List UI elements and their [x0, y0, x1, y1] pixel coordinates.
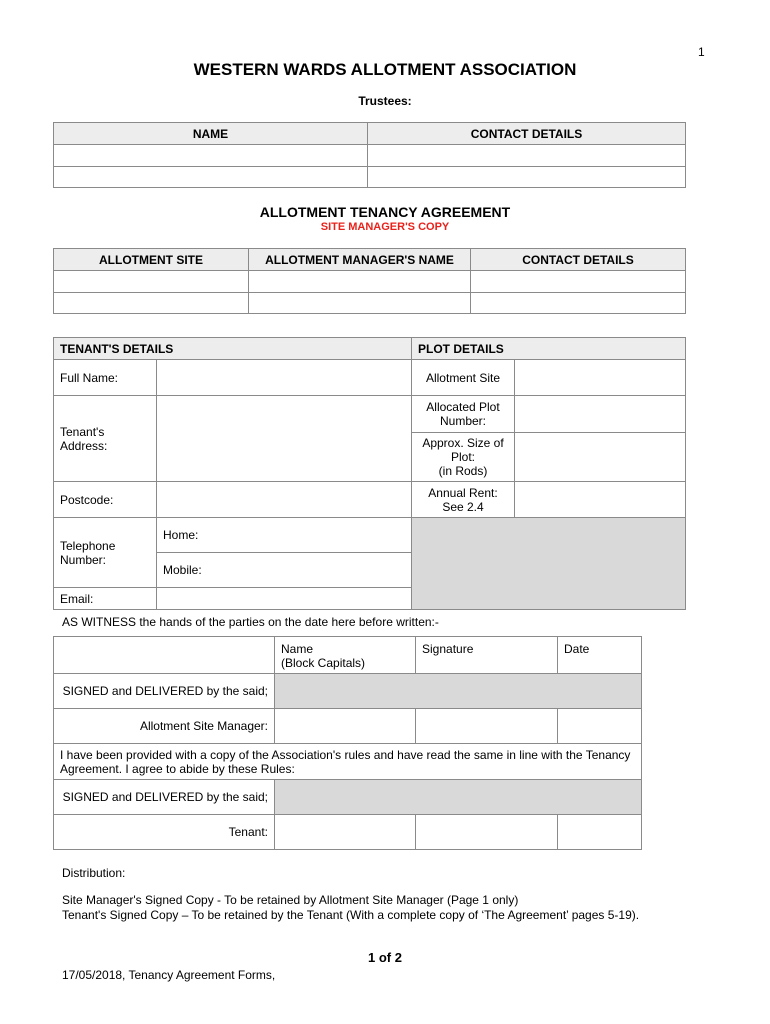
home-phone-field[interactable]: Home:: [157, 518, 412, 553]
site-manager-signature-field[interactable]: [416, 709, 558, 744]
site-col-manager: ALLOTMENT MANAGER'S NAME: [249, 249, 471, 271]
email-field[interactable]: [157, 588, 412, 610]
site-manager-name-field[interactable]: [275, 709, 416, 744]
copy-label: SITE MANAGER'S COPY: [320, 221, 450, 233]
sign-col-date: Date: [558, 637, 642, 674]
trustees-col-name: NAME: [54, 123, 368, 145]
trustee-contact-cell[interactable]: [368, 145, 686, 167]
tenant-address-field[interactable]: [157, 396, 412, 482]
trustee-contact-cell[interactable]: [368, 167, 686, 188]
contact-cell[interactable]: [471, 293, 686, 314]
rules-statement: I have been provided with a copy of the Association's rules and have read the same in line with the Tenancy Agreement. I agree to abide by these Rules:: [54, 744, 642, 780]
allotment-site-field[interactable]: [515, 360, 686, 396]
sign-col-name: Name (Block Capitals): [275, 637, 416, 674]
signed-shaded-row: [275, 674, 642, 709]
plot-details-header: PLOT DETAILS: [412, 338, 686, 360]
postcode-field[interactable]: [157, 482, 412, 518]
signed-shaded-row-2: [275, 780, 642, 815]
plot-size-field[interactable]: [515, 433, 686, 482]
tenant-date-field[interactable]: [558, 815, 642, 850]
mobile-phone-field[interactable]: Mobile:: [157, 553, 412, 588]
site-manager-date-field[interactable]: [558, 709, 642, 744]
tenant-plot-table: [53, 337, 686, 610]
full-name-field[interactable]: [157, 360, 412, 396]
plot-number-field[interactable]: [515, 396, 686, 433]
distribution-label: Distribution:: [62, 866, 126, 880]
plot-number-label: Allocated Plot Number:: [412, 396, 515, 433]
trustees-label: Trustees:: [358, 94, 412, 108]
annual-rent-field[interactable]: [515, 482, 686, 518]
tenant-sign-label: Tenant:: [54, 815, 275, 850]
contact-cell[interactable]: [471, 271, 686, 293]
email-label: Email:: [54, 588, 157, 610]
tenant-name-field[interactable]: [275, 815, 416, 850]
full-name-label: Full Name:: [54, 360, 157, 396]
signed-delivered-label-2: SIGNED and DELIVERED by the said;: [54, 780, 275, 815]
allotment-site-label: Allotment Site: [412, 360, 515, 396]
trustees-table: [53, 122, 686, 188]
page-title: WESTERN WARDS ALLOTMENT ASSOCIATION: [193, 60, 577, 79]
distribution-line-1: Site Manager's Signed Copy - To be retained by Allotment Site Manager (Page 1 only): [62, 893, 519, 907]
plot-size-label: Approx. Size of Plot: (in Rods): [412, 433, 515, 482]
site-table: [53, 248, 686, 314]
telephone-label: Telephone Number:: [54, 518, 157, 588]
tenant-details-header: TENANT'S DETAILS: [54, 338, 412, 360]
footer-text: 17/05/2018, Tenancy Agreement Forms,: [62, 968, 276, 982]
plot-shaded-area: [412, 518, 686, 610]
site-cell[interactable]: [54, 271, 249, 293]
manager-cell[interactable]: [249, 293, 471, 314]
tenant-address-label: Tenant's Address:: [54, 396, 157, 482]
page-number: 1: [698, 45, 705, 59]
sign-blank-header: [54, 637, 275, 674]
site-cell[interactable]: [54, 293, 249, 314]
signed-delivered-label: SIGNED and DELIVERED by the said;: [54, 674, 275, 709]
agreement-title: ALLOTMENT TENANCY AGREEMENT: [259, 204, 511, 220]
postcode-label: Postcode:: [54, 482, 157, 518]
witness-text: AS WITNESS the hands of the parties on the date here before written:-: [62, 615, 439, 629]
trustee-name-cell[interactable]: [54, 167, 368, 188]
signature-table: [53, 636, 642, 850]
manager-cell[interactable]: [249, 271, 471, 293]
trustee-name-cell[interactable]: [54, 145, 368, 167]
site-col-site: ALLOTMENT SITE: [54, 249, 249, 271]
site-col-contact: CONTACT DETAILS: [471, 249, 686, 271]
annual-rent-label: Annual Rent: See 2.4: [412, 482, 515, 518]
site-manager-label: Allotment Site Manager:: [54, 709, 275, 744]
tenant-signature-field[interactable]: [416, 815, 558, 850]
distribution-line-2: Tenant's Signed Copy – To be retained by the Tenant (With a complete copy of ‘The Agreement’ pages 5-19).: [62, 908, 640, 922]
page-of: 1 of 2: [368, 950, 402, 965]
trustees-col-contact: CONTACT DETAILS: [368, 123, 686, 145]
sign-col-signature: Signature: [416, 637, 558, 674]
